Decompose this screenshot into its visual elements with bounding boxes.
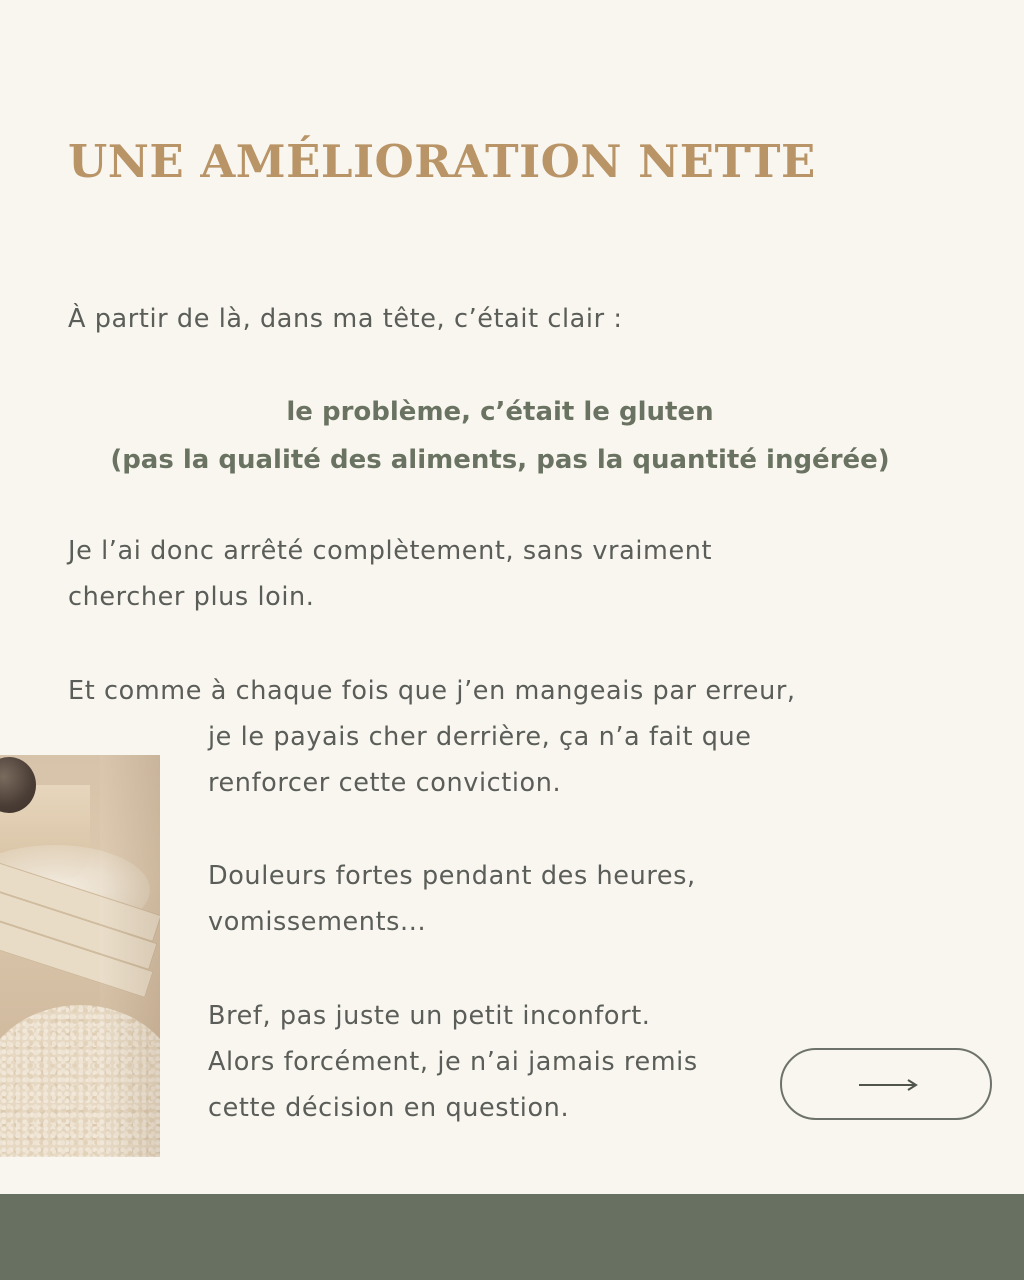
intro-text: À partir de là, dans ma tête, c’était clair :	[68, 304, 623, 334]
paragraph-line: Je l’ai donc arrêté complètement, sans vraiment	[68, 536, 713, 566]
footer-band	[0, 1194, 1024, 1280]
highlight-block	[0, 388, 1000, 484]
paragraph-decision	[68, 528, 712, 620]
paragraph-line: Bref, pas juste un petit inconfort.	[208, 1001, 651, 1031]
paragraph-line: je le payais cher derrière, ça n’a fait que	[208, 722, 752, 752]
paragraph-line: Alors forcément, je n’ai jamais remis	[208, 1047, 698, 1077]
paragraph-line: Et comme à chaque fois que j’en mangeais par erreur,	[68, 676, 796, 706]
next-slide-button[interactable]	[780, 1048, 992, 1120]
highlight-line-1: le problème, c’était le gluten	[286, 397, 714, 427]
intro-paragraph	[68, 296, 623, 342]
paragraph-symptoms	[68, 853, 696, 945]
highlight-line-2: (pas la qualité des aliments, pas la quantité ingérée)	[110, 445, 890, 475]
arrow-right-icon	[858, 1076, 920, 1094]
paragraph-line: chercher plus loin.	[68, 582, 315, 612]
paragraph-line: vomissements...	[208, 907, 427, 937]
paragraph-conclusion	[68, 993, 698, 1131]
page-title: UNE AMÉLIORATION NETTE	[68, 135, 816, 188]
paragraph-conviction	[68, 668, 796, 806]
paragraph-line: Douleurs fortes pendant des heures,	[208, 861, 696, 891]
paragraph-line: renforcer cette conviction.	[208, 768, 562, 798]
paragraph-line: cette décision en question.	[208, 1093, 570, 1123]
